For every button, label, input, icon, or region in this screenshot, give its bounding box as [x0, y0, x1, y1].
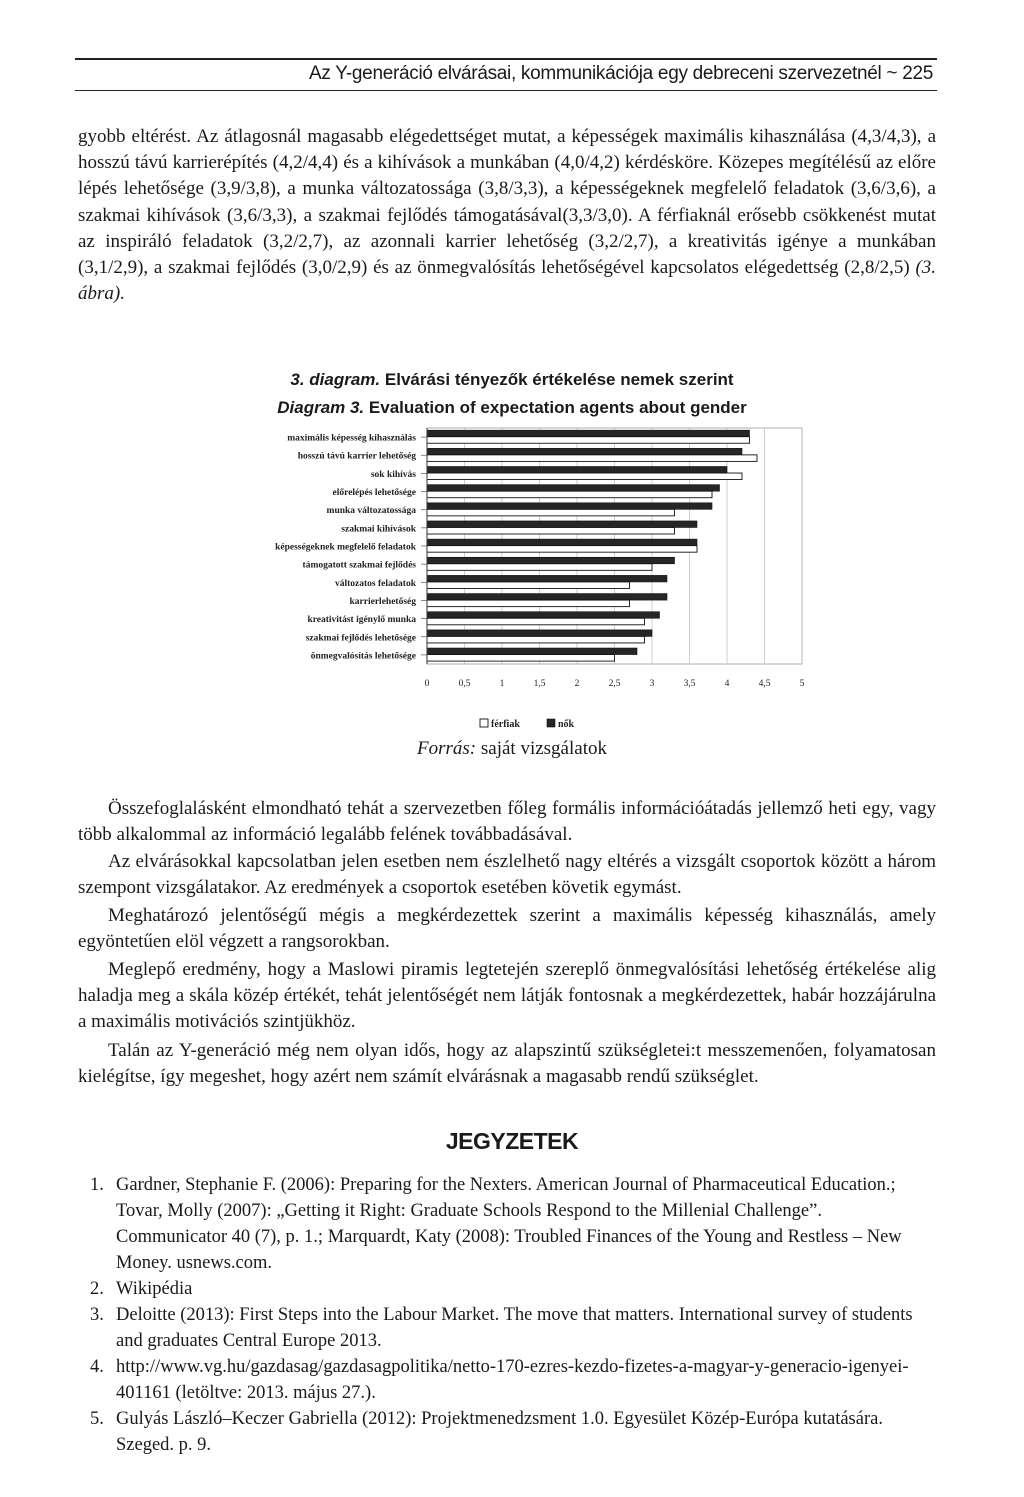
x-tick-label: 3	[649, 679, 655, 689]
note-item	[78, 1302, 936, 1354]
figure-title-hu: Elvárási tényezők értékelése nemek szerint	[384, 370, 734, 389]
bar-nok	[427, 521, 697, 528]
bar-nok	[427, 648, 637, 655]
x-tick-label: 3,5	[683, 679, 696, 689]
x-tick-label: 2,5	[608, 679, 621, 689]
intro-text: gyobb eltérést. Az átlagosnál magasabb elégedettséget mutat, a képességek maximális kihasználása (4,3/4,3), a hosszú távú karrierépítés (4,2/4,4) és a kihívások a munkában (4,0/4,2) kérdésköre. Közepes megítélésű az előre lépés lehetősége (3,9/3,8), a munka változatossága (3,8/3,3), a képességeknek megfelelő feladatok (3,6/3,6), a szakmai kihívások (3,6/3,3), a szakmai fejlődés támogatásával(3,3/3,0). A férfiaknál erősebb csökkenést mutat az inspiráló feladatok (3,2/2,7), az azonnali karrier lehetőség (3,2/2,7), a kreativitás igénye a munkában (3,1/2,9), a szakmai fejlődés (3,0/2,9) és az önmegvalósítás lehetőségével kapcsolatos elégedettség (2,8/2,5)	[78, 126, 936, 279]
bar-ferfiak	[427, 582, 630, 589]
body-paragraph-2: Az elvárásokkal kapcsolatban jelen esetben nem észlelhető nagy eltérés a vizsgált csoportok között a három szempont vizsgálatakor. Az eredmények a csoportok esetében követik egymást.	[78, 851, 936, 899]
category-label: képességeknek megfelelő feladatok	[275, 542, 416, 553]
notes-heading: JEGYZETEK	[445, 1128, 579, 1154]
note-item	[78, 1354, 936, 1406]
note-text: Deloitte (2013): First Steps into the Labour Market. The move that matters. International survey of students and graduates Central Europe 2013.	[116, 1305, 913, 1351]
body-paragraph-4: Meglepő eredmény, hogy a Maslowi piramis legtetején szereplő önmegvalósítási lehetőség értékelése alig haladja meg a skála közép értékét, tehát jelentőségét nem látják fontosnak a megkérdezettek, habár hozzájárulna a maximális motivációs szintjükhöz.	[78, 959, 936, 1033]
note-number: 1.	[90, 1175, 104, 1195]
body-paragraph-5: Talán az Y-generáció még nem olyan idős, hogy az alapszintű szükségletei:t messzemenően, folyamatosan kielégítse, így megeshet, hogy azért nem számít elvárásnak a magasabb rendű szükséglet.	[78, 1040, 936, 1088]
category-label: sok kihívás	[370, 469, 416, 480]
x-tick-label: 5	[799, 679, 805, 689]
bar-ferfiak	[427, 473, 742, 480]
legend-label-ferfiak: férfiak	[491, 719, 520, 730]
legend-label-nok: nők	[558, 719, 575, 730]
note-item	[78, 1406, 936, 1458]
category-label: kreativitást igénylő munka	[307, 615, 416, 626]
bar-nok	[427, 594, 667, 601]
bar-ferfiak	[427, 655, 615, 662]
bar-ferfiak	[427, 527, 675, 534]
note-item	[78, 1172, 936, 1276]
category-label: maximális képesség kihasználás	[287, 433, 416, 444]
category-label: önmegvalósítás lehetősége	[310, 651, 416, 662]
figure-source	[0, 738, 1024, 760]
bar-ferfiak	[427, 546, 697, 553]
x-tick-label: 4,5	[758, 679, 771, 689]
category-label: munka változatossága	[326, 506, 416, 517]
figure-number-hu: 3. diagram.	[290, 370, 381, 389]
bar-nok	[427, 485, 720, 492]
source-label: Forrás:	[417, 738, 477, 759]
bar-nok	[427, 503, 712, 510]
x-tick-label: 0,5	[458, 679, 471, 689]
bar-ferfiak	[427, 636, 645, 643]
category-label: előrelépés lehetősége	[332, 488, 416, 499]
x-tick-label: 1,5	[533, 679, 546, 689]
bar-nok	[427, 448, 742, 455]
category-label: szakmai kihívások	[341, 524, 416, 535]
category-label: változatos feladatok	[334, 578, 416, 589]
x-tick-label: 2	[574, 679, 580, 689]
notes-list	[78, 1172, 936, 1458]
category-label: szakmai fejlődés lehetősége	[305, 633, 416, 644]
bar-nok	[427, 539, 697, 546]
bar-ferfiak	[427, 509, 675, 516]
category-label: hosszú távú karrier lehetőség	[297, 451, 416, 462]
legend-swatch-nok	[547, 719, 555, 727]
note-text: Gardner, Stephanie F. (2006): Preparing for the Nexters. American Journal of Pharmaceutical Education.; Tovar, Molly (2007): „Getting it Right: Graduate Schools Respond to the Millenial Challenge”. Communicator 40 (7), p. 1.; Marquardt, Katy (2008): Troubled Finances of the Young and Restless – New Money. usnews.com.	[116, 1175, 902, 1273]
category-label: támogatott szakmai fejlődés	[302, 560, 416, 571]
x-tick-label: 1	[499, 679, 505, 689]
bar-ferfiak	[427, 618, 645, 625]
body-paragraph-1: Összefoglalásként elmondható tehát a szervezetben főleg formális információátadás jellemző heti egy, vagy több alkalommal az információ legalább felének továbbadásával.	[78, 798, 936, 846]
note-item	[78, 1276, 936, 1302]
bar-nok	[427, 630, 652, 637]
bar-nok	[427, 557, 675, 564]
note-number: 5.	[90, 1409, 104, 1429]
bar-ferfiak	[427, 564, 652, 571]
x-tick-label: 0	[424, 679, 430, 689]
bar-ferfiak	[427, 437, 750, 444]
bar-nok	[427, 575, 667, 582]
bar-ferfiak	[427, 455, 757, 462]
bar-nok	[427, 430, 750, 437]
legend-swatch-ferfiak	[480, 719, 488, 727]
bar-nok	[427, 612, 660, 619]
note-number: 2.	[90, 1279, 104, 1299]
running-title: Az Y-generáció elvárásai, kommunikációja egy debreceni szervezetnél ~ 225	[309, 63, 933, 84]
note-number: 3.	[90, 1305, 104, 1325]
bar-nok	[427, 466, 727, 473]
intro-figure-reference: (3. ábra).	[78, 257, 937, 305]
bar-ferfiak	[427, 600, 630, 607]
figure-title-en: Evaluation of expectation agents about gender	[368, 398, 747, 417]
bar-chart	[0, 0, 1024, 740]
body-paragraph-3: Meghatározó jelentőségű mégis a megkérdezettek szerint a maximális képesség kihasználás, amely egyöntetűen elöl végzett a rangsorokban.	[78, 905, 936, 953]
figure-number-en: Diagram 3.	[277, 398, 365, 417]
bar-ferfiak	[427, 491, 712, 498]
note-text: http://www.vg.hu/gazdasag/gazdasagpolitika/netto-170-ezres-kezdo-fizetes-a-magyar-y-generacio-igenyei-401161 (letöltve: 2013. május 27.).	[116, 1357, 909, 1403]
x-tick-label: 4	[724, 679, 730, 689]
note-text: Gulyás László–Keczer Gabriella (2012): Projektmenedzsment 1.0. Egyesület Közép-Európa kutatására. Szeged. p. 9.	[116, 1409, 883, 1455]
category-label: karrierlehetőség	[349, 596, 416, 607]
note-text: Wikipédia	[116, 1279, 193, 1299]
note-number: 4.	[90, 1357, 104, 1377]
source-text: saját vizsgálatok	[480, 738, 607, 759]
